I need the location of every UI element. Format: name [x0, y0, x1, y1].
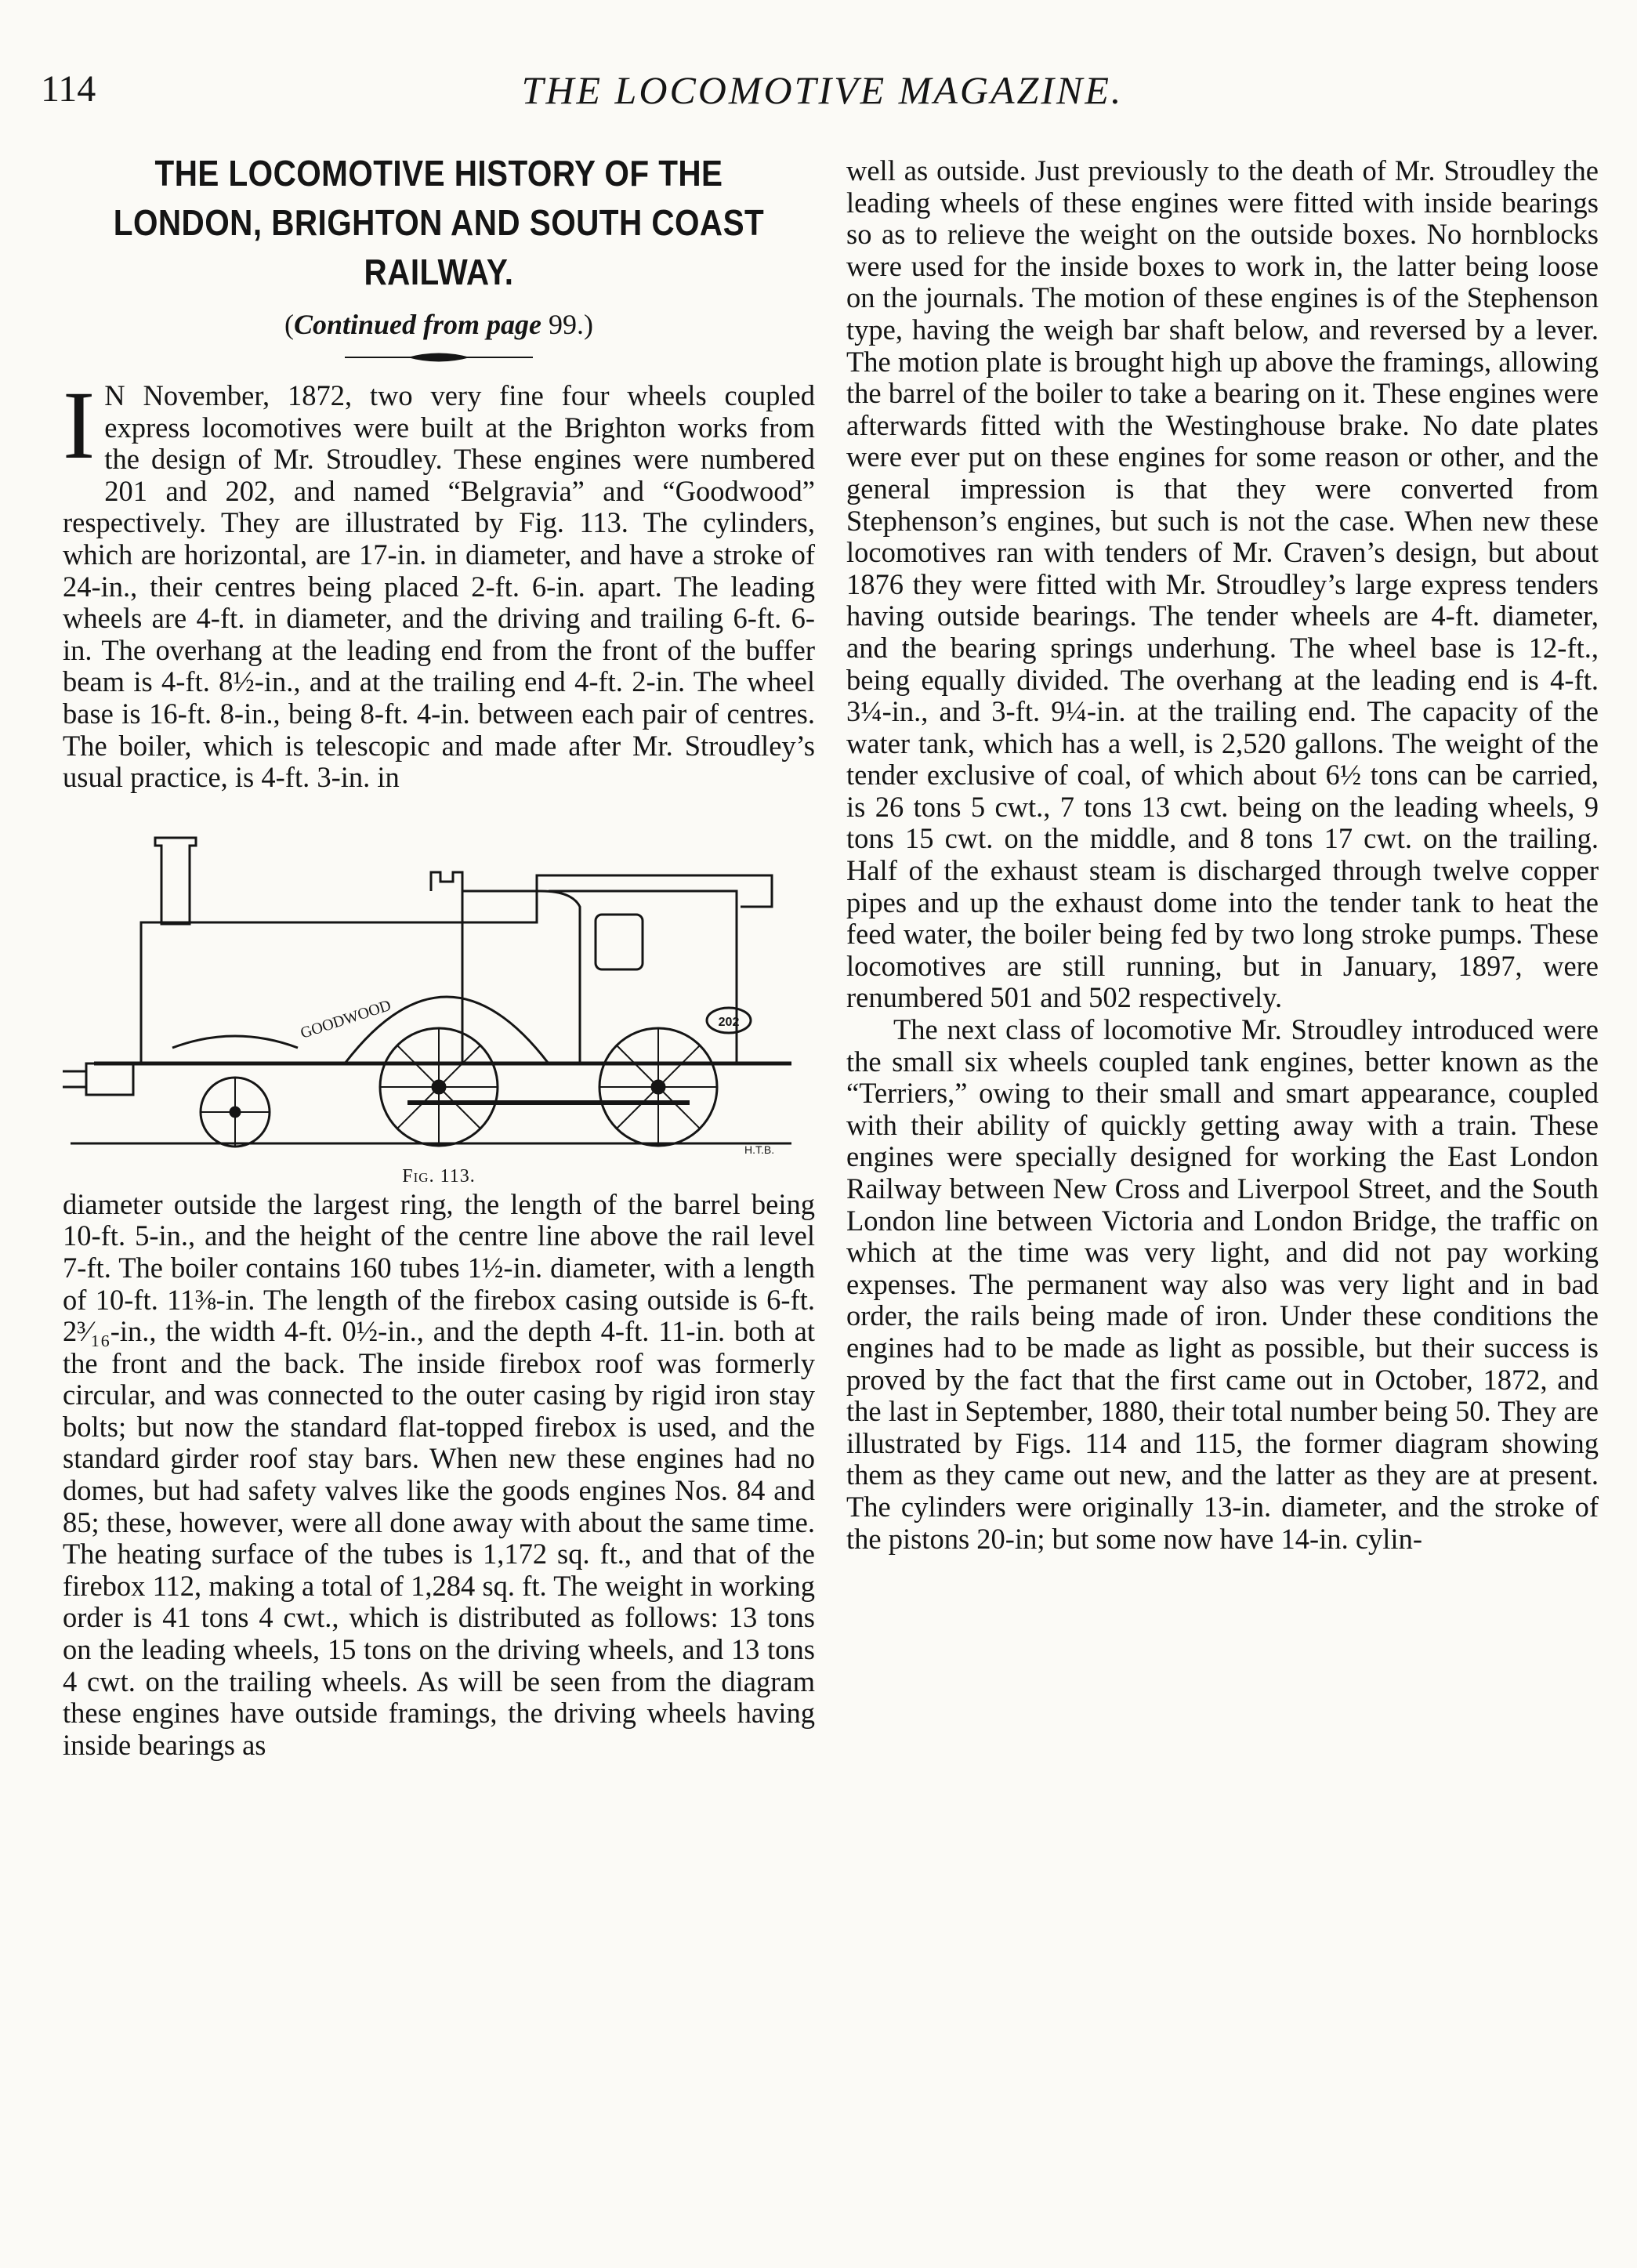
continued-italic: Continued from page — [293, 309, 542, 340]
running-head: THE LOCOMOTIVE MAGAZINE. — [521, 68, 1124, 112]
artist-initials: H.T.B. — [744, 1143, 775, 1156]
chimney — [155, 838, 196, 924]
right-column — [846, 155, 1599, 1555]
ornamental-rule — [345, 349, 533, 366]
continued-note — [63, 308, 815, 344]
number-plate-text: 202 — [718, 1015, 740, 1029]
paragraph-2: The next class of locomotive Mr. Stroudley introduced were the small six wheels coupled tank engines, better known as the “Terriers,” owing to their small and smart appearance, coupled with their ability of quickly getting away with a train. These engines were specially designed for working the East London Railway between New Cross and Liverpool Street, and the South London line between Victoria and London Bridge, the traffic on which at the time was very light, and did not pay working expenses. The permanent way also was very light and in bad order, the rails being made of iron. Under these conditions the engines had to be made as light as possible, but their success is proved by the fact that the first came out in October, 1872, and the last in September, 1880, their total number being 50. They are illustrated by Figs. 114 and 115, the former diagram showing them as they came out new, and the latter as they are at present. The cylinders were originally 13-in. diameter, and the stroke of the pistons 20-in; but some now have 14-in. cylin- — [846, 1013, 1599, 1555]
paragraph-1-right: well as outside. Just previously to the death of Mr. Stroudley the leading wheels of these engines were fitted with inside bearings so as to relieve the weight on the outside boxes. No hornblocks were used for the inside boxes to work in, the latter being loose on the journals. The motion of these engines is of the Stephenson type, having the weigh bar shaft below, and reversed by a lever. The motion plate is brought high up above the framings, allowing the barrel of the boiler to take a bearing on it. These engines were afterwards fitted with the Westinghouse brake. No date plates were ever put on these engines for some reason or other, and the general impression is that they were converted from Stephenson’s engines, but such is not the case. When new these locomotives ran with tenders of Mr. Craven’s design, but about 1876 they were fitted with Mr. Stroudley’s large express tenders having outside bearings. The tender wheels are 4-ft. diameter, and the bearing springs underhung. The wheel base is 12-ft., being equally divided. The overhang at the leading end is 4-ft. 3¼-in., and 3-ft. 9¼-in. at the trailing end. The capacity of the water tank, which has a well, is 2,520 gallons. The weight of the tender exclusive of coal, of which about 6½ tons can be carried, is 26 tons 5 cwt., 7 tons 13 cwt. being on the leading wheels, 9 tons 15 cwt. on the middle, and 8 tons 17 cwt. on the trailing. Half of the exhaust steam is discharged through twelve copper pipes and up the exhaust dome into the tender tank to heat the feed water, the boiler being fed by two long stroke pumps. These locomotives are still running, but in January, 1897, were renumbered 501 and 502 respectively. — [846, 154, 1599, 1014]
leaf-spring — [172, 1036, 298, 1048]
cab-front — [462, 891, 580, 1063]
buffer-beam — [86, 1063, 133, 1095]
left-column — [63, 149, 815, 1761]
continued-suffix: 99.) — [541, 309, 594, 340]
safety-valve — [431, 872, 462, 891]
paragraph-1-continued: diameter outside the largest ring, the length of the barrel being 10-ft. 5-in., and the height of the centre line above the rail level 7-ft. The boiler contains 160 tubes 1½-in. diameter, with a length of 10-ft. 11⅜-in. The length of the firebox casing outside is 6-ft. 2³⁄₁₆-in., the width 4-ft. 0½-in., and the depth 4-ft. 11-in. both at the front and the back. The inside firebox roof was formerly circular, and was connected to the outer casing by rigid iron stay bolts; but now the standard flat-topped firebox is used, and the standard girder roof stay bars. When new these engines had no domes, but had safety valves like the goods engines Nos. 84 and 85; these, however, were all done away with about the same time. The heating surface of the tubes is 1,172 sq. ft., and that of the firebox 112, making a total of 1,284 sq. ft. The weight in working order is 41 tons 4 cwt., which is distributed as follows: 13 tons on the leading wheels, 15 tons on the driving wheels, and 13 tons 4 cwt. on the trailing wheels. As will be seen from the diagram these engines have outside framings, the driving wheels having inside bearings as — [63, 1187, 815, 1761]
page-header — [41, 67, 1604, 122]
page-number: 114 — [41, 68, 96, 110]
drop-cap: I — [63, 371, 96, 479]
locomotive-figure — [63, 805, 815, 1189]
locomotive-illustration — [63, 805, 815, 1189]
paragraph-1-opening — [63, 371, 815, 794]
paragraph-1-text: N November, 1872, two very fine four wheels coupled express locomotives were built at the Brighton works from the design of Mr. Stroudley. These engines were numbered 201 and 202, and named “Belgravia” and “Goodwood” respectively. They are illustrated by Fig. 113. The cylinders, which are horizontal, are 17-in. in diameter, and have a stroke of 24-in., their centres being placed 2-ft. 6-in. apart. The leading wheels are 4-ft. in diameter, and the driving and trailing 6-ft. 6-in. The overhang at the leading end from the front of the buffer beam is 4-ft. 8½-in., and at the trailing end 4-ft. 2-in. The wheel base is 16-ft. 8-in., being 8-ft. 4-in. between each pair of centres. The boiler, which is telescopic and made after Mr. Stroudley’s usual practice, is 4-ft. 3-in. in — [63, 379, 815, 794]
nameplate-text: GOODWOOD — [298, 996, 393, 1042]
figure-caption: Fig. 113. — [402, 1165, 476, 1187]
article-title: THE LOCOMOTIVE HISTORY OF THE LONDON, BRIGHTON AND SOUTH COAST RAILWAY. — [113, 153, 765, 292]
continued-prefix: ( — [284, 309, 294, 340]
boiler-top — [145, 875, 772, 922]
cab-window — [596, 915, 643, 969]
